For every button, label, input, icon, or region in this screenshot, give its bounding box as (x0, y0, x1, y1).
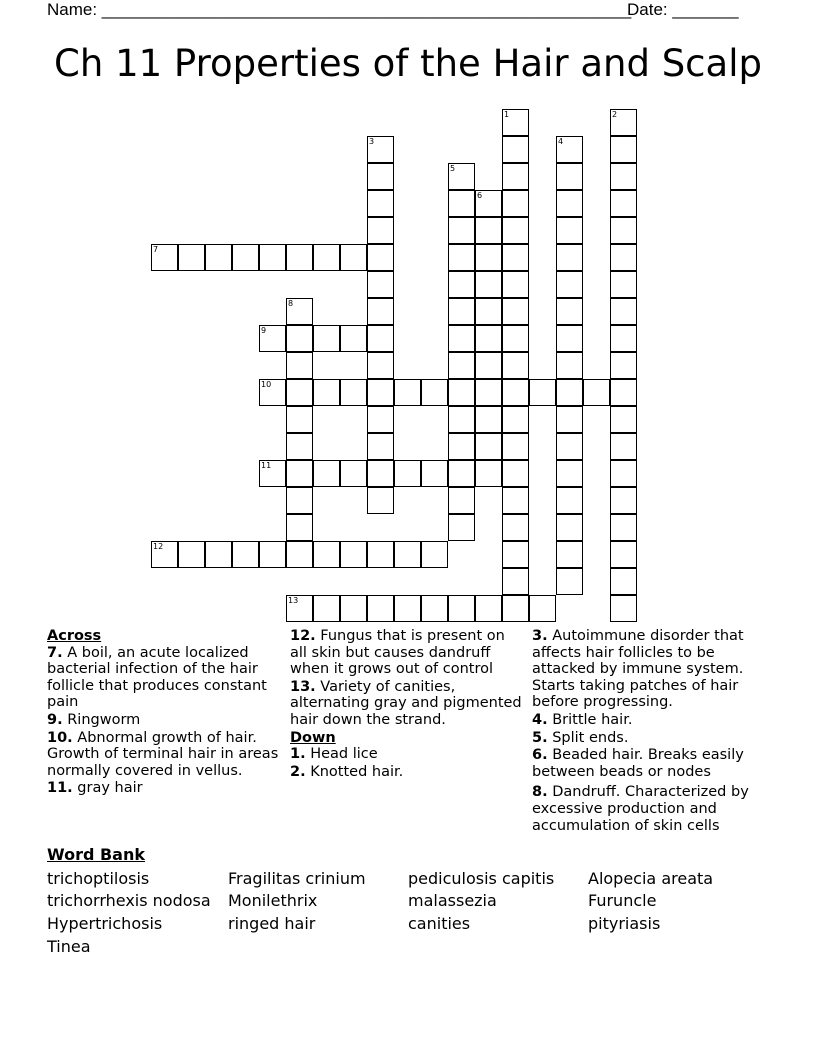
crossword-cell[interactable] (367, 595, 394, 622)
clue-down-8: 8. Dandruff. Characterized by excessive production and accumulation of skin cells (532, 784, 749, 834)
crossword-cell[interactable] (340, 460, 367, 487)
page-title: Ch 11 Properties of the Hair and Scalp (54, 42, 762, 85)
crossword-cell[interactable] (583, 379, 610, 406)
clue-down-6: 6. Beaded hair. Breaks easily between beads or nodes (532, 747, 744, 780)
clue-number: 11 (261, 461, 272, 470)
crossword-cell[interactable] (448, 190, 475, 217)
clue-number: 12 (153, 542, 164, 551)
crossword-cell[interactable] (475, 217, 502, 244)
clue-number: 6 (477, 191, 483, 200)
crossword-cell[interactable] (556, 487, 583, 514)
crossword-cell[interactable] (178, 541, 205, 568)
crossword-cell[interactable] (475, 190, 502, 217)
crossword-cell[interactable] (367, 136, 394, 163)
crossword-cell[interactable] (610, 271, 637, 298)
crossword-cell[interactable] (232, 244, 259, 271)
crossword-cell[interactable] (367, 460, 394, 487)
crossword-cell[interactable] (286, 325, 313, 352)
crossword-cell[interactable] (556, 190, 583, 217)
crossword-cell[interactable] (556, 541, 583, 568)
crossword-cell[interactable] (475, 433, 502, 460)
crossword-cell[interactable] (286, 379, 313, 406)
crossword-cell[interactable] (421, 541, 448, 568)
crossword-cell[interactable] (610, 595, 637, 622)
crossword-cell[interactable] (340, 595, 367, 622)
word-bank-word: Alopecia areata (588, 869, 714, 888)
crossword-cell[interactable] (151, 244, 178, 271)
clue-number: 2 (612, 110, 618, 119)
crossword-cell[interactable] (340, 325, 367, 352)
crossword-cell[interactable] (610, 244, 637, 271)
crossword-cell[interactable] (529, 379, 556, 406)
name-field[interactable]: Name: ________________________________________________________ (47, 0, 632, 19)
crossword-cell[interactable] (232, 541, 259, 568)
crossword-cell[interactable] (448, 595, 475, 622)
crossword-cell[interactable] (610, 136, 637, 163)
crossword-cell[interactable] (475, 460, 502, 487)
crossword-cell[interactable] (448, 460, 475, 487)
crossword-cell[interactable] (556, 406, 583, 433)
crossword-cell[interactable] (502, 379, 529, 406)
crossword-cell[interactable] (502, 352, 529, 379)
crossword-cell[interactable] (259, 325, 286, 352)
crossword-cell[interactable] (205, 541, 232, 568)
date-field[interactable]: Date: _______ (627, 0, 739, 19)
crossword-cell[interactable] (502, 406, 529, 433)
crossword-cell[interactable] (610, 163, 637, 190)
crossword-cell[interactable] (502, 217, 529, 244)
clue-number: 7 (153, 245, 159, 254)
crossword-cell[interactable] (448, 487, 475, 514)
crossword-cell[interactable] (502, 298, 529, 325)
crossword-cell[interactable] (610, 352, 637, 379)
crossword-cell[interactable] (367, 325, 394, 352)
crossword-cell[interactable] (610, 541, 637, 568)
crossword-cell[interactable] (367, 190, 394, 217)
crossword-cell[interactable] (502, 190, 529, 217)
clue-down-1: 1. Head lice (290, 746, 378, 763)
crossword-cell[interactable] (475, 406, 502, 433)
crossword-cell[interactable] (556, 379, 583, 406)
crossword-cell[interactable] (502, 163, 529, 190)
crossword-cell[interactable] (448, 514, 475, 541)
crossword-cell[interactable] (556, 136, 583, 163)
crossword-cell[interactable] (421, 595, 448, 622)
crossword-cell[interactable] (286, 460, 313, 487)
crossword-cell[interactable] (286, 541, 313, 568)
crossword-cell[interactable] (556, 325, 583, 352)
word-bank-word: pediculosis capitis (408, 869, 555, 888)
crossword-cell[interactable] (610, 568, 637, 595)
crossword-cell[interactable] (610, 487, 637, 514)
crossword-cell[interactable] (286, 433, 313, 460)
crossword-cell[interactable] (610, 514, 637, 541)
crossword-cell[interactable] (502, 109, 529, 136)
crossword-cell[interactable] (556, 163, 583, 190)
crossword-cell[interactable] (502, 568, 529, 595)
crossword-cell[interactable] (259, 460, 286, 487)
word-bank-word: Hypertrichosis (47, 914, 163, 933)
across-heading: Across (47, 628, 102, 644)
crossword-cell[interactable] (556, 244, 583, 271)
crossword-cell[interactable] (367, 433, 394, 460)
crossword-cell[interactable] (502, 271, 529, 298)
clue-across-7: 7. A boil, an acute localized bacterial infection of the hair follicle that produces constant pain (47, 644, 267, 711)
crossword-cell[interactable] (475, 352, 502, 379)
crossword-cell[interactable] (313, 325, 340, 352)
crossword-cell[interactable] (610, 190, 637, 217)
crossword-cell[interactable] (286, 244, 313, 271)
crossword-cell[interactable] (502, 136, 529, 163)
word-bank-title: Word Bank (47, 845, 146, 864)
down-heading: Down (290, 729, 336, 746)
crossword-cell[interactable] (610, 460, 637, 487)
crossword-cell[interactable] (556, 217, 583, 244)
crossword-cell[interactable] (313, 379, 340, 406)
crossword-cell[interactable] (448, 379, 475, 406)
crossword-cell[interactable] (367, 298, 394, 325)
crossword-cell[interactable] (367, 352, 394, 379)
word-bank-word: Tinea (47, 937, 91, 956)
crossword-cell[interactable] (340, 541, 367, 568)
clue-down-5: 5. Split ends. (532, 729, 629, 746)
crossword-cell[interactable] (286, 406, 313, 433)
crossword-cell[interactable] (259, 541, 286, 568)
crossword-cell[interactable] (556, 298, 583, 325)
crossword-cell[interactable] (502, 325, 529, 352)
crossword-cell[interactable] (313, 541, 340, 568)
clues-column-2 (290, 628, 526, 781)
word-bank-word: Furuncle (588, 891, 657, 910)
clue-across-12: 12. Fungus that is present on all skin but causes dandruff when it grows out of control (290, 628, 505, 678)
clue-number: 1 (504, 110, 510, 119)
crossword-cell[interactable] (556, 460, 583, 487)
crossword-cell[interactable] (367, 541, 394, 568)
crossword-cell[interactable] (475, 244, 502, 271)
crossword-cell[interactable] (556, 352, 583, 379)
crossword-cell[interactable] (394, 541, 421, 568)
crossword-cell[interactable] (448, 163, 475, 190)
crossword-cell[interactable] (340, 244, 367, 271)
crossword-cell[interactable] (367, 379, 394, 406)
crossword-cell[interactable] (178, 244, 205, 271)
clue-across-13: 13. Variety of canities, alternating gray and pigmented hair down the strand. (290, 678, 522, 728)
crossword-cell[interactable] (475, 271, 502, 298)
crossword-cell[interactable] (448, 352, 475, 379)
crossword-cell[interactable] (502, 244, 529, 271)
crossword-cell[interactable] (448, 271, 475, 298)
clue-number: 9 (261, 326, 267, 335)
crossword-cell[interactable] (286, 352, 313, 379)
crossword-cell[interactable] (502, 541, 529, 568)
crossword-cell[interactable] (610, 217, 637, 244)
crossword-cell[interactable] (556, 568, 583, 595)
crossword-cell[interactable] (610, 406, 637, 433)
crossword-cell[interactable] (151, 541, 178, 568)
crossword-cell[interactable] (502, 487, 529, 514)
crossword-cell[interactable] (475, 325, 502, 352)
crossword-cell[interactable] (367, 244, 394, 271)
crossword-cell[interactable] (205, 244, 232, 271)
word-bank-word: Fragilitas crinium (228, 869, 366, 888)
clue-number: 5 (450, 164, 456, 173)
word-bank-word: malassezia (408, 891, 497, 910)
word-bank-word: trichorrhexis nodosa (47, 891, 211, 910)
crossword-cell[interactable] (421, 379, 448, 406)
crossword-cell[interactable] (448, 406, 475, 433)
crossword-cell[interactable] (367, 271, 394, 298)
crossword-cell[interactable] (556, 514, 583, 541)
crossword-cell[interactable] (448, 325, 475, 352)
crossword-cell[interactable] (421, 460, 448, 487)
clue-number: 10 (261, 380, 272, 389)
crossword-cell[interactable] (313, 595, 340, 622)
crossword-cell[interactable] (448, 244, 475, 271)
crossword-cell[interactable] (286, 298, 313, 325)
crossword-cell[interactable] (610, 325, 637, 352)
crossword-cell[interactable] (475, 595, 502, 622)
crossword-cell[interactable] (610, 109, 637, 136)
clue-number: 8 (288, 299, 294, 308)
clue-down-2: 2. Knotted hair. (290, 763, 404, 780)
crossword-cell[interactable] (286, 514, 313, 541)
crossword-cell[interactable] (367, 406, 394, 433)
crossword-cell[interactable] (475, 298, 502, 325)
crossword-cell[interactable] (340, 379, 367, 406)
clue-down-3: 3. Autoimmune disorder that affects hair follicles to be attacked by immune system. Starts taking patches of hair before progressing. (532, 628, 744, 711)
clue-across-10: 10. Abnormal growth of hair. Growth of terminal hair in areas normally covered in vellus. (47, 729, 279, 779)
crossword-cell[interactable] (286, 487, 313, 514)
crossword-cell[interactable] (367, 217, 394, 244)
crossword-cell[interactable] (556, 271, 583, 298)
crossword-cell[interactable] (610, 379, 637, 406)
clue-number: 13 (288, 596, 299, 605)
crossword-cell[interactable] (502, 514, 529, 541)
crossword-cell[interactable] (610, 298, 637, 325)
word-bank-word: ringed hair (228, 914, 316, 933)
clue-across-9: 9. Ringworm (47, 711, 141, 728)
crossword-cell[interactable] (394, 379, 421, 406)
crossword-cell[interactable] (394, 460, 421, 487)
word-bank-word: Monilethrix (228, 891, 318, 910)
word-bank-word: pityriasis (588, 914, 661, 933)
crossword-cell[interactable] (475, 379, 502, 406)
crossword-cell[interactable] (286, 595, 313, 622)
crossword-cell[interactable] (313, 460, 340, 487)
crossword-cell[interactable] (556, 433, 583, 460)
crossword-cell[interactable] (367, 163, 394, 190)
crossword-cell[interactable] (259, 379, 286, 406)
crossword-cell[interactable] (448, 298, 475, 325)
crossword-cell[interactable] (259, 244, 286, 271)
word-bank-word: canities (408, 914, 471, 933)
clues-column-1 (47, 628, 287, 798)
crossword-cell[interactable] (502, 595, 529, 622)
clue-across-11: 11. gray hair (47, 780, 143, 797)
crossword-cell[interactable] (502, 433, 529, 460)
crossword-cell[interactable] (313, 244, 340, 271)
clue-number: 4 (558, 137, 564, 146)
crossword-cell[interactable] (367, 487, 394, 514)
clue-number: 3 (369, 137, 375, 146)
clue-down-4: 4. Brittle hair. (532, 711, 633, 728)
crossword-cell[interactable] (502, 460, 529, 487)
crossword-cell[interactable] (394, 595, 421, 622)
crossword-cell[interactable] (529, 595, 556, 622)
word-bank-word: trichoptilosis (47, 869, 150, 888)
clues-column-3 (532, 628, 772, 835)
crossword-cell[interactable] (610, 433, 637, 460)
crossword-cell[interactable] (448, 433, 475, 460)
crossword-cell[interactable] (448, 217, 475, 244)
